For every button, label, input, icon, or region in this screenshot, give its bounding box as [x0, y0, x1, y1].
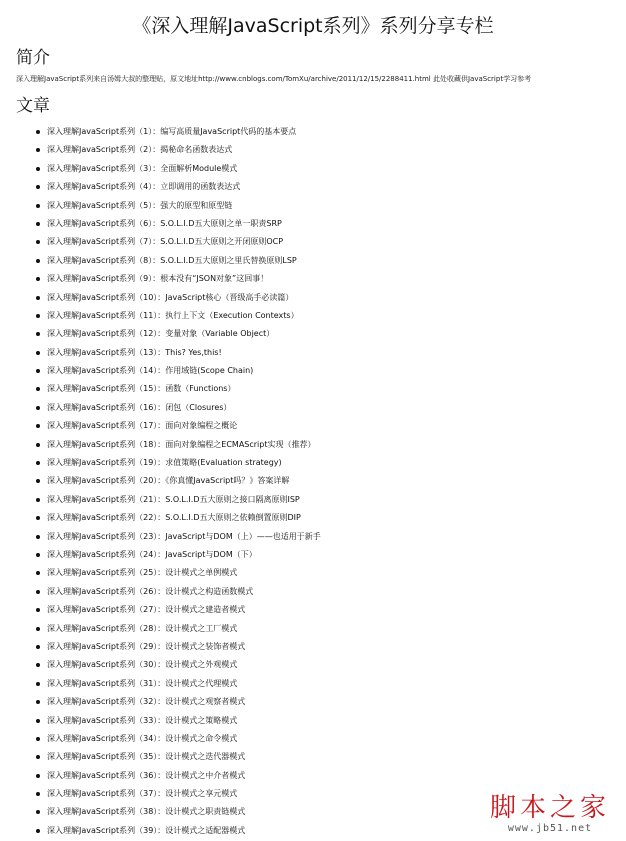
article-item-34[interactable]: 深入理解JavaScript系列（34）：设计模式之命令模式	[0, 730, 626, 748]
article-item-22[interactable]: 深入理解JavaScript系列（22）：S.O.L.I.D五大原则之依赖倒置原则DIP	[0, 509, 626, 527]
article-item-31[interactable]: 深入理解JavaScript系列（31）：设计模式之代理模式	[0, 675, 626, 693]
article-item-24[interactable]: 深入理解JavaScript系列（24）：JavaScript与DOM（下）	[0, 546, 626, 564]
article-item-16[interactable]: 深入理解JavaScript系列（16）：闭包（Closures）	[0, 399, 626, 417]
article-item-3[interactable]: 深入理解JavaScript系列（3）：全面解析Module模式	[0, 160, 626, 178]
article-item-35[interactable]: 深入理解JavaScript系列（35）：设计模式之迭代器模式	[0, 748, 626, 766]
article-item-36[interactable]: 深入理解JavaScript系列（36）：设计模式之中介者模式	[0, 767, 626, 785]
article-item-27[interactable]: 深入理解JavaScript系列（27）：设计模式之建造者模式	[0, 601, 626, 619]
article-item-2[interactable]: 深入理解JavaScript系列（2）：揭秘命名函数表达式	[0, 141, 626, 159]
article-item-9[interactable]: 深入理解JavaScript系列（9）：根本没有“JSON对象”这回事！	[0, 270, 626, 288]
article-item-39[interactable]: 深入理解JavaScript系列（39）：设计模式之适配器模式	[0, 822, 626, 840]
article-item-30[interactable]: 深入理解JavaScript系列（30）：设计模式之外观模式	[0, 656, 626, 674]
article-item-25[interactable]: 深入理解JavaScript系列（25）：设计模式之单例模式	[0, 564, 626, 582]
article-item-14[interactable]: 深入理解JavaScript系列（14）：作用域链(Scope Chain)	[0, 362, 626, 380]
site-watermark	[490, 793, 610, 835]
article-item-19[interactable]: 深入理解JavaScript系列（19）：求值策略(Evaluation strategy)	[0, 454, 626, 472]
page-title: 《深入理解JavaScript系列》系列分享专栏	[132, 15, 494, 37]
article-item-17[interactable]: 深入理解JavaScript系列（17）：面向对象编程之概论	[0, 417, 626, 435]
article-item-10[interactable]: 深入理解JavaScript系列（10）：JavaScript核心（晋级高手必读篇）	[0, 289, 626, 307]
article-item-26[interactable]: 深入理解JavaScript系列（26）：设计模式之构造函数模式	[0, 583, 626, 601]
article-item-12[interactable]: 深入理解JavaScript系列（12）：变量对象（Variable Object）	[0, 325, 626, 343]
article-item-23[interactable]: 深入理解JavaScript系列（23）：JavaScript与DOM（上）——也适用于新手	[0, 528, 626, 546]
article-item-4[interactable]: 深入理解JavaScript系列（4）：立即调用的函数表达式	[0, 178, 626, 196]
article-item-8[interactable]: 深入理解JavaScript系列（8）：S.O.L.I.D五大原则之里氏替换原则LSP	[0, 252, 626, 270]
articles-heading: 文章	[16, 96, 50, 116]
article-item-15[interactable]: 深入理解JavaScript系列（15）：函数（Functions）	[0, 380, 626, 398]
article-item-20[interactable]: 深入理解JavaScript系列（20）：《你真懂JavaScript吗？》答案详解	[0, 472, 626, 490]
article-item-11[interactable]: 深入理解JavaScript系列（11）：执行上下文（Execution Contexts）	[0, 307, 626, 325]
article-item-33[interactable]: 深入理解JavaScript系列（33）：设计模式之策略模式	[0, 712, 626, 730]
article-list	[0, 123, 626, 840]
article-item-21[interactable]: 深入理解JavaScript系列（21）：S.O.L.I.D五大原则之接口隔离原则ISP	[0, 491, 626, 509]
article-item-13[interactable]: 深入理解JavaScript系列（13）：This? Yes,this!	[0, 344, 626, 362]
article-item-29[interactable]: 深入理解JavaScript系列（29）：设计模式之装饰者模式	[0, 638, 626, 656]
article-item-28[interactable]: 深入理解JavaScript系列（28）：设计模式之工厂模式	[0, 620, 626, 638]
article-item-1[interactable]: 深入理解JavaScript系列（1）：编写高质量JavaScript代码的基本要点	[0, 123, 626, 141]
article-item-5[interactable]: 深入理解JavaScript系列（5）：强大的原型和原型链	[0, 197, 626, 215]
intro-text: 深入理解JavaScript系列来自汤姆大叔的整理贴，原文地址http://www.cnblogs.com/TomXu/archive/2011/12/15/2288411.html 此处收藏供JavaScript学习参考	[16, 75, 532, 83]
article-item-7[interactable]: 深入理解JavaScript系列（7）：S.O.L.I.D五大原则之开闭原则OCP	[0, 233, 626, 251]
article-item-38[interactable]: 深入理解JavaScript系列（38）：设计模式之职责链模式	[0, 803, 626, 821]
article-item-18[interactable]: 深入理解JavaScript系列（18）：面向对象编程之ECMAScript实现（推荐）	[0, 436, 626, 454]
article-item-6[interactable]: 深入理解JavaScript系列（6）：S.O.L.I.D五大原则之单一职责SRP	[0, 215, 626, 233]
article-item-32[interactable]: 深入理解JavaScript系列（32）：设计模式之观察者模式	[0, 693, 626, 711]
watermark-url: www.jb51.net	[507, 823, 593, 834]
watermark-name: 脚本之家	[489, 793, 610, 823]
article-item-37[interactable]: 深入理解JavaScript系列（37）：设计模式之享元模式	[0, 785, 626, 803]
intro-heading: 简介	[16, 48, 50, 68]
